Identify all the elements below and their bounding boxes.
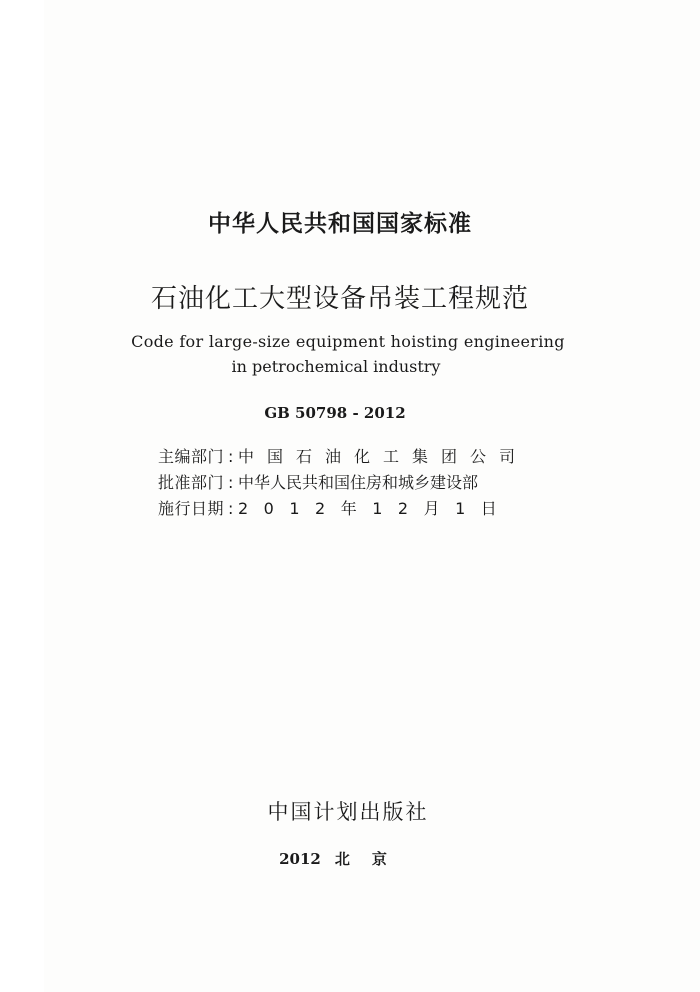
binding-margin — [0, 0, 44, 992]
meta-value: 2012年12月1日 — [238, 499, 513, 518]
meta-row-approver — [158, 470, 538, 496]
series-title: 中华人民共和国国家标准 — [208, 211, 472, 237]
publication-line — [0, 848, 694, 869]
meta-separator: : — [228, 447, 234, 466]
english-title-line-1: Code for large-size equipment hoisting engineering — [131, 332, 565, 351]
meta-label: 批准部门 — [158, 473, 225, 492]
meta-separator: : — [228, 473, 234, 492]
meta-label: 主编部门 — [158, 447, 225, 466]
meta-label: 施行日期 — [158, 499, 225, 518]
english-title-line-2: in petrochemical industry — [231, 357, 441, 376]
metadata-block — [158, 444, 538, 522]
meta-separator: : — [228, 499, 234, 518]
meta-value: 中国石油化工集团公司 — [238, 447, 529, 466]
publisher-name: 中国计划出版社 — [267, 800, 429, 824]
publication-year: 2012 — [279, 850, 321, 868]
meta-value: 中华人民共和国住房和城乡建设部 — [238, 473, 479, 492]
main-title: 石油化工大型设备吊装工程规范 — [150, 284, 529, 314]
publication-city: 北京 — [334, 850, 409, 868]
meta-row-effective-date — [158, 496, 538, 522]
meta-row-editor — [158, 444, 538, 470]
standard-code: GB 50798 - 2012 — [264, 404, 406, 422]
